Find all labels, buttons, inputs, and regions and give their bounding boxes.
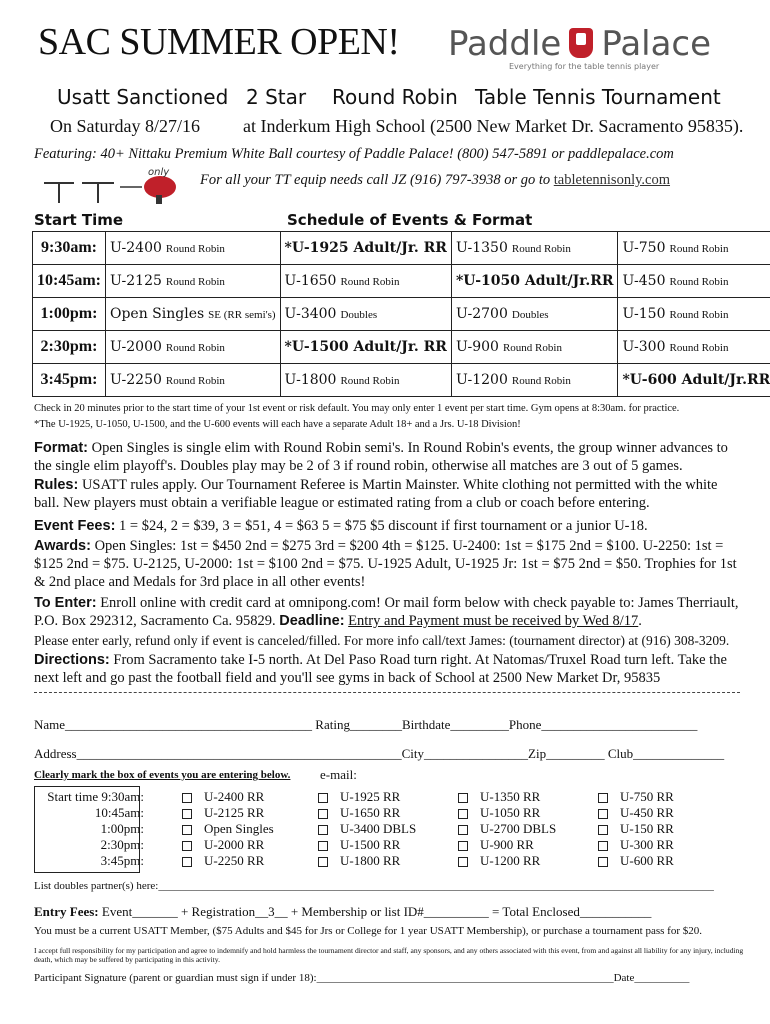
checkbox[interactable]: [458, 857, 468, 867]
format-text: Open Singles is single elim with Round Robin semi's. In Round Robin's events, the group winner advances to the single elim playoff's. Doubles play may be 2 of 3 if round robin, otherwise all matches are 3 out of 5 games.: [34, 440, 728, 474]
address-field[interactable]: __________________________________________________: [76, 746, 402, 761]
event-type: Round Robin: [669, 342, 729, 354]
checkin-note: Check in 20 minutes prior to the start time of your 1st event or risk default. You may only enter 1 event per start time. Gym opens at 8:30am. for practice.: [34, 403, 680, 414]
checkbox-label: U-1200 RR: [480, 853, 541, 868]
awards-paragraph: [34, 537, 746, 591]
checkbox[interactable]: [182, 841, 192, 851]
event-checkbox-item[interactable]: [182, 805, 264, 821]
checkbox[interactable]: [458, 793, 468, 803]
checkbox[interactable]: [598, 841, 608, 851]
date-field[interactable]: __________: [634, 972, 690, 984]
logo-word-left: Paddle: [448, 24, 562, 64]
deadline-text: Entry and Payment must be received by Wed 8/17: [348, 613, 639, 629]
schedule-event: [618, 364, 770, 397]
event-type: Round Robin: [165, 243, 225, 255]
checkbox-label: U-150 RR: [620, 821, 674, 836]
schedule-event: [105, 331, 280, 364]
name-field[interactable]: ______________________________________: [65, 717, 313, 732]
form-time-label: 1:00pm:: [100, 821, 144, 836]
event-code: U-450: [622, 273, 666, 289]
rules-label: Rules:: [34, 477, 79, 493]
checkbox[interactable]: [182, 793, 192, 803]
star-label: 2 Star: [246, 85, 307, 109]
schedule-row: [33, 298, 770, 331]
event-checkbox-item[interactable]: [458, 789, 540, 805]
tournament-label: Table Tennis Tournament: [475, 85, 721, 109]
event-checkbox-item[interactable]: [598, 821, 674, 837]
doubles-row: [34, 880, 714, 892]
schedule-event: [451, 265, 618, 298]
event-type: Round Robin: [340, 375, 400, 387]
format-paragraph: [34, 439, 746, 475]
name-row: [34, 717, 697, 733]
event-type: Round Robin: [669, 276, 729, 288]
event-checkbox-item[interactable]: [598, 837, 674, 853]
event-checkbox-item[interactable]: [598, 805, 674, 821]
schedule-event: [618, 331, 770, 364]
schedule-time: 1:00pm:: [33, 298, 106, 331]
event-checkbox-item[interactable]: [182, 821, 274, 837]
checkbox[interactable]: [318, 841, 328, 851]
checkbox[interactable]: [182, 825, 192, 835]
round-robin-label: Round Robin: [332, 85, 458, 109]
event-code: *U-600 Adult/Jr.RR: [622, 372, 770, 388]
event-checkbox-item[interactable]: [182, 789, 264, 805]
schedule-event: [105, 265, 280, 298]
schedule-event: [280, 364, 451, 397]
enter-paragraph: To Enter: Enroll online with credit card at omnipong.com! Or mail form below with check payable to: James Therriault, P.O. Box 292312, Sacramento Ca. 95829. Deadline: Entry and Payment must be received by Wed 8/17.: [34, 595, 739, 629]
event-code: U-3400: [284, 306, 337, 322]
event-code: U-900: [455, 339, 499, 355]
name-label: Name: [34, 717, 66, 732]
checkbox[interactable]: [598, 857, 608, 867]
featuring-note: Featuring: 40+ Nittaku Premium White Ball courtesy of Paddle Palace! (800) 547-5891 or paddlepalace.com: [34, 146, 674, 162]
schedule-event: [451, 232, 618, 265]
checkbox-label: U-2250 RR: [204, 853, 265, 868]
fees-paragraph: [34, 517, 746, 535]
checkbox[interactable]: [182, 857, 192, 867]
page-title: SAC SUMMER OPEN!: [38, 21, 400, 63]
event-code: U-750: [622, 240, 666, 256]
checkbox[interactable]: [318, 809, 328, 819]
schedule-time: 9:30am:: [33, 232, 106, 265]
event-checkbox-item[interactable]: [318, 853, 400, 869]
event-location: at Inderkum High School (2500 New Market Dr. Sacramento 95835).: [243, 116, 744, 136]
enter-text: Enroll online with credit card at omnipong.com! Or mail form below with check payable to: James Therriault, P.O. Box 292312, Sacramento Ca. 95829.: [34, 595, 739, 629]
schedule-event: [105, 364, 280, 397]
schedule-event: [451, 331, 618, 364]
event-type: Round Robin: [511, 243, 571, 255]
form-time-label: 3:45pm:: [100, 853, 144, 868]
schedule-event: [105, 298, 280, 331]
checkbox-label: U-1350 RR: [480, 789, 541, 804]
event-code: U-1650: [284, 273, 337, 289]
event-type: Round Robin: [669, 309, 729, 321]
equipment-text: For all your TT equip needs call JZ (916) 797-3938 or go to: [200, 172, 551, 188]
schedule-event: [618, 298, 770, 331]
event-type: Doubles: [340, 309, 378, 321]
event-code: *U-1925 Adult/Jr. RR: [284, 240, 447, 256]
enter-label: To Enter:: [34, 595, 97, 611]
event-checkbox-item[interactable]: [458, 805, 540, 821]
city-field[interactable]: ________________: [424, 746, 529, 761]
form-time-label: 2:30pm:: [100, 837, 144, 852]
event-checkbox-item[interactable]: [598, 789, 674, 805]
date-label: Date: [613, 972, 635, 984]
event-type: Round Robin: [165, 276, 225, 288]
checkbox[interactable]: [598, 825, 608, 835]
fees-text: 1 = $24, 2 = $39, 3 = $51, 4 = $63 5 = $75 $5 discount if first tournament or a junior U-18.: [115, 518, 648, 534]
tt-logo-text: only: [148, 167, 170, 178]
checkbox-label: U-2400 RR: [204, 789, 265, 804]
checkbox-label: U-750 RR: [620, 789, 674, 804]
checkbox-label: U-2125 RR: [204, 805, 265, 820]
checkbox-label: U-2700 DBLS: [480, 821, 557, 836]
phone-label: Phone: [508, 717, 542, 732]
checkbox[interactable]: [318, 825, 328, 835]
checkbox[interactable]: [182, 809, 192, 819]
signature-label: Participant Signature (parent or guardian must sign if under 18):: [34, 972, 317, 984]
city-label: City: [401, 746, 425, 761]
checkbox-label: Open Singles: [204, 821, 274, 836]
club-field[interactable]: ______________: [633, 746, 725, 761]
rating-field[interactable]: ________: [349, 717, 402, 732]
checkbox-label: U-600 RR: [620, 853, 674, 868]
event-type: Round Robin: [511, 375, 571, 387]
doubles-label: List doubles partner(s) here:: [34, 880, 159, 892]
division-note: *The U-1925, U-1050, U-1500, and the U-600 events will each have a separate Adult 18+ and a Jrs. U-18 Division!: [34, 419, 521, 430]
event-checkbox-item[interactable]: [318, 789, 400, 805]
signature-field[interactable]: ______________________________________________________: [316, 972, 614, 984]
event-type: Round Robin: [165, 342, 225, 354]
directions-label: Directions:: [34, 652, 110, 668]
schedule-event: [618, 232, 770, 265]
rating-label: Rating: [315, 717, 350, 732]
club-label: Club: [607, 746, 634, 761]
schedule-event: [451, 364, 618, 397]
fees-label: Event Fees:: [34, 518, 116, 534]
directions-text: From Sacramento take I-5 north. At Del Paso Road turn right. At Natomas/Truxel Road turn left. Take the next left and go past the football field and you'll see gyms in back of School at 2500 New Market Dr, 95835: [34, 652, 727, 686]
event-code: U-2700: [455, 306, 508, 322]
schedule-title: Schedule of Events & Format: [287, 211, 533, 229]
zip-field[interactable]: _________: [546, 746, 605, 761]
paddle-icon: [569, 28, 593, 58]
event-checkbox-item[interactable]: [318, 805, 400, 821]
checkbox-label: U-900 RR: [480, 837, 534, 852]
event-type: Round Robin: [669, 243, 729, 255]
schedule-time: 2:30pm:: [33, 331, 106, 364]
rules-text: USATT rules apply. Our Tournament Referee is Martin Mainster. White clothing not permitted with the white ball. New players must obtain a verifiable league or estimated rating from a club or coach before entering.: [34, 477, 718, 511]
logo-word-right: Palace: [601, 24, 712, 64]
logo-tagline: Everything for the table tennis player: [509, 62, 660, 71]
doubles-field[interactable]: _____________________________________________________________________________________________________: [158, 880, 714, 892]
schedule-event: [280, 232, 451, 265]
entry-fees-row: [34, 904, 651, 920]
event-code: U-1350: [455, 240, 508, 256]
event-date: On Saturday 8/27/16: [50, 116, 200, 136]
event-code: U-2125: [109, 273, 162, 289]
checkbox-label: U-1050 RR: [480, 805, 541, 820]
event-type: Doubles: [511, 309, 549, 321]
checkbox[interactable]: [318, 857, 328, 867]
schedule-row: [33, 265, 770, 298]
event-checkbox-item[interactable]: [598, 853, 674, 869]
checkbox-label: U-1650 RR: [340, 805, 401, 820]
phone-field[interactable]: ________________________: [541, 717, 698, 732]
paddle-palace-logo: [448, 24, 711, 64]
checkbox-label: U-1800 RR: [340, 853, 401, 868]
equipment-note: [200, 172, 670, 189]
checkbox[interactable]: [458, 825, 468, 835]
event-code: U-2000: [109, 339, 162, 355]
event-checkbox-item[interactable]: [182, 837, 264, 853]
checkbox[interactable]: [458, 841, 468, 851]
birthdate-label: Birthdate: [401, 717, 451, 732]
event-checkbox-item[interactable]: [318, 821, 416, 837]
start-time-header: Start Time: [34, 211, 124, 229]
checkbox[interactable]: [598, 793, 608, 803]
checkbox-label: U-2000 RR: [204, 837, 265, 852]
checkbox[interactable]: [598, 809, 608, 819]
entry-fees-text[interactable]: Event_______ + Registration__3__ + Membership or list ID#__________ = Total Enclosed___________: [98, 904, 652, 919]
checkbox[interactable]: [458, 809, 468, 819]
usatt-note: You must be a current USATT Member, ($75 Adults and $45 for Jrs or College for 1 year USATT Membership), or purchase a tournament pass for $20.: [34, 925, 702, 937]
event-code: U-300: [622, 339, 666, 355]
event-checkbox-item[interactable]: [182, 853, 264, 869]
deadline-label: Deadline:: [279, 613, 345, 629]
schedule-event: [105, 232, 280, 265]
format-label: Format:: [34, 440, 88, 456]
schedule-event: [280, 265, 451, 298]
schedule-event: [280, 331, 451, 364]
checkbox-label: U-300 RR: [620, 837, 674, 852]
address-row: [34, 746, 724, 762]
checkbox-label: U-1925 RR: [340, 789, 401, 804]
awards-text: Open Singles: 1st = $450 2nd = $275 3rd = $200 4th = $125. U-2400: 1st = $175 2nd = $100. U-2250: 1st = $125 2nd = $75. U-2125, U-2000: 1st = $100 2nd = $75. U-1925 Adult, U-1925 Jr: 1st = $75 2nd = $50. Trophies for 1st & 2nd place and Medals for 3rd place in all other events!: [34, 538, 737, 590]
checkbox-label: U-450 RR: [620, 805, 674, 820]
event-code: U-150: [622, 306, 666, 322]
schedule-time: 3:45pm:: [33, 364, 106, 397]
event-code: U-2400: [109, 240, 162, 256]
refund-note: Please enter early, refund only if event is canceled/filled. For more info call/text James: (tournament director) at (916) 308-3209.: [34, 633, 730, 648]
event-code: *U-1500 Adult/Jr. RR: [284, 339, 447, 355]
event-code: U-2250: [109, 372, 162, 388]
birthdate-field[interactable]: _________: [450, 717, 509, 732]
event-code: Open Singles: [109, 306, 205, 322]
schedule-event: [280, 298, 451, 331]
schedule-event: [451, 298, 618, 331]
rules-paragraph: [34, 476, 746, 512]
event-type: Round Robin: [165, 375, 225, 387]
tabletennisonly-link[interactable]: tabletennisonly.com: [553, 172, 671, 188]
waiver-text: I accept full responsibility for my participation and agree to indemnify and hold harmless the tournament director and staff, any sponsors, and any others associated with this event, from and against all liability for any injury, including death, which may be suffered by participating in this activity.: [34, 946, 744, 964]
form-time-label: 10:45am:: [94, 805, 144, 820]
schedule-time: 10:45am:: [33, 265, 106, 298]
cut-line: [34, 692, 740, 693]
checkbox-label: U-3400 DBLS: [340, 821, 417, 836]
event-checkbox-item[interactable]: [458, 837, 534, 853]
schedule-row: [33, 232, 770, 265]
schedule-event: [618, 265, 770, 298]
event-checkbox-item[interactable]: [458, 853, 540, 869]
sanctioned-label: Usatt Sanctioned: [57, 85, 229, 109]
awards-label: Awards:: [34, 538, 91, 554]
form-time-label: Start time 9:30am:: [47, 789, 144, 804]
entry-fees-label: Entry Fees:: [34, 904, 99, 919]
event-type: Round Robin: [502, 342, 562, 354]
mark-note: Clearly mark the box of events you are entering below.: [34, 769, 291, 781]
schedule-row: [33, 364, 770, 397]
event-checkbox-item[interactable]: [458, 821, 556, 837]
address-label: Address: [34, 746, 77, 761]
event-code: U-1800: [284, 372, 337, 388]
email-label: e-mail:: [320, 767, 357, 782]
event-code: *U-1050 Adult/Jr.RR: [455, 273, 614, 289]
event-type: SE (RR semi's): [208, 309, 276, 321]
directions-paragraph: [34, 651, 746, 687]
tabletennisonly-logo: [42, 165, 182, 205]
event-code: U-1200: [455, 372, 508, 388]
checkbox-label: U-1500 RR: [340, 837, 401, 852]
signature-row: [34, 972, 689, 984]
checkbox[interactable]: [318, 793, 328, 803]
schedule-row: [33, 331, 770, 364]
zip-label: Zip: [528, 746, 547, 761]
schedule-table: [32, 231, 770, 397]
event-checkbox-item[interactable]: [318, 837, 400, 853]
event-type: Round Robin: [340, 276, 400, 288]
